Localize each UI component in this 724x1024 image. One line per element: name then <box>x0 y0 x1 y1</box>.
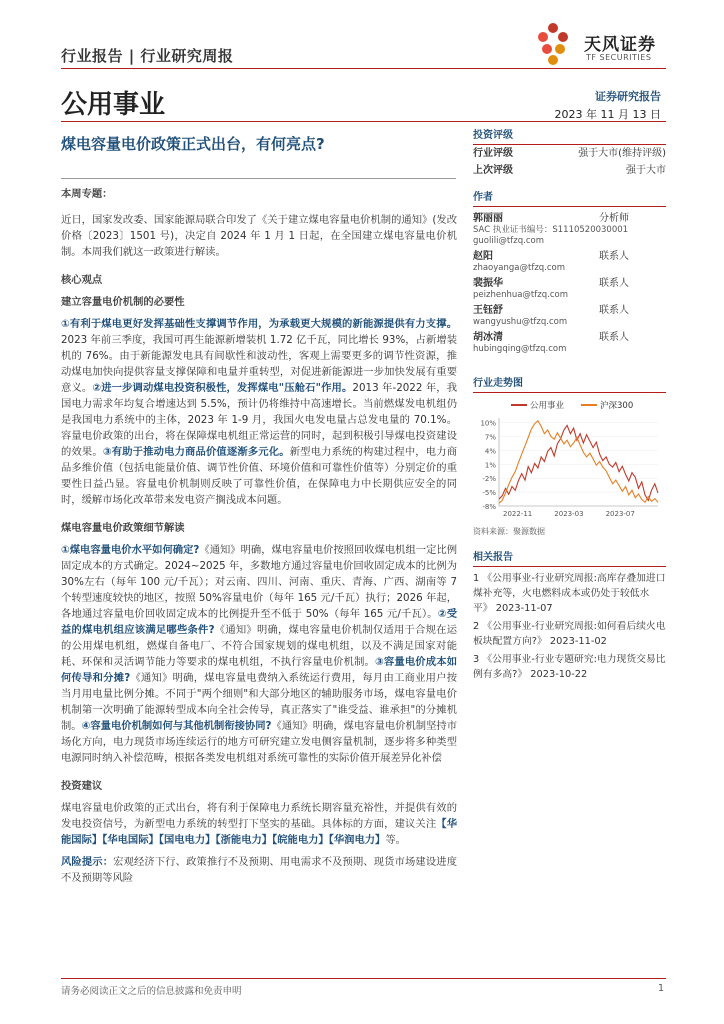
details-text-1: 《通知》明确，煤电容量电价按照回收煤电机组一定比例固定成本的方式确定。2024~2025 年，多数地方通过容量电价回收固定成本的比例为 30%左右（每年 100 元/千瓦）；对云南、四川、河南、重庆、青海、广西、湖南等 7 个转型速度较快的地区，按照 50%容量电价（每年 165 元/千瓦）执行；2026 年起，各地通过容量电价回收固定成本的比例提升至不低于 50%（每年 165 元/千瓦）。 <box>61 544 458 620</box>
trend-chart <box>473 396 666 522</box>
y-tick-label: 7% <box>484 433 496 442</box>
trend-block <box>473 374 666 537</box>
necessity-paragraph <box>61 316 457 508</box>
x-tick-label: 2023-07 <box>605 510 635 518</box>
title-divider <box>61 178 456 179</box>
invest-text-1: 煤电容量电价政策的正式出台，将有利于保障电力系统长期容量充裕性，并提供有效的发电投资信号，为新型电力系统的转型打下坚实的基础。具体标的方面，建议关注 <box>61 802 457 830</box>
report-type: 证券研究报告 <box>595 90 661 103</box>
authors-block <box>473 188 666 355</box>
footer-divider <box>61 978 666 979</box>
page-number: 1 <box>657 983 664 994</box>
y-tick-label: -5% <box>482 489 496 498</box>
report-category: 行业报告 | 行业研究周报 <box>61 47 234 65</box>
core-heading: 核心观点 <box>61 274 103 286</box>
author-email: wangyushu@tfzq.com <box>473 317 568 327</box>
risk-text: 宏观经济下行、政策推行不及预期、用电需求不及预期、现货市场建设进度不及预期等风险 <box>61 856 458 884</box>
x-tick-label: 2023-03 <box>554 510 584 518</box>
author-cert: SAC 执业证书编号：S1110520030001 <box>473 225 629 235</box>
y-tick-label: -2% <box>482 475 496 484</box>
topic-heading: 本周专题： <box>61 188 113 200</box>
rating-row <box>473 162 666 179</box>
author-name: 胡冰清 <box>473 332 503 343</box>
details-paragraph <box>61 542 457 766</box>
authors-heading: 作者 <box>473 188 666 207</box>
details-text-2: 《通知》明确，煤电容量电价机制仅适用于合规在运的公用煤电机组，燃煤自备电厂、不符合国家规划的煤电机组，以及不满足国家对能耗、环保和灵活调节能力等要求的煤电机组，不执行容量电价机制。 <box>61 624 457 668</box>
header-divider-2 <box>61 121 666 122</box>
author-name: 裴振华 <box>473 278 503 289</box>
details-point-3: ③容量电价成本如何传导和分摊? <box>61 656 458 684</box>
legend-label: 沪深300 <box>600 401 634 411</box>
author-email: zhaoyanga@tfzq.com <box>473 263 566 273</box>
rating-block <box>473 126 666 179</box>
y-tick-label: 1% <box>484 461 496 470</box>
author-role: 分析师 <box>599 213 629 224</box>
trend-heading: 行业走势图 <box>473 374 666 393</box>
rating-value: 强于大市 <box>626 165 666 176</box>
author-entry <box>473 304 666 328</box>
logo-en-text: TF SECURITIES <box>586 53 652 62</box>
necessity-text-3: 新型电力系统的构建过程中，电力商品多维价值（包括电能量价值、调节性价值、环境价值和可靠性价值等）分别定价的重要性日益凸显。容量电价机制则反映了可靠性价值，在保障电力中长期供应安全的同时，缓解市场化改革带来发电资产搁浅成本问题。 <box>61 446 458 506</box>
invest-stocks: 【华能国际】【华电国际】【国电电力】【浙能电力】【皖能电力】【华润电力】 <box>61 818 458 846</box>
author-name: 赵阳 <box>473 251 493 262</box>
rating-heading: 投资评级 <box>473 126 666 145</box>
chart-source: 资料来源：聚源数据 <box>473 527 545 536</box>
author-name: 郭丽丽 <box>473 213 503 224</box>
risk-paragraph <box>61 854 457 886</box>
details-point-1: ①煤电容量电价水平如何确定? <box>61 544 200 556</box>
x-tick-label: 2022-11 <box>503 510 533 518</box>
author-role: 联系人 <box>599 332 629 343</box>
invest-text-2: 等。 <box>385 834 406 846</box>
rating-value: 强于大市(维持评级) <box>578 148 666 159</box>
report-date: 2023 年 11 月 13 日 <box>554 108 661 121</box>
author-entry <box>473 331 666 355</box>
necessity-heading: 建立容量电价机制的必要性 <box>61 296 185 308</box>
related-heading: 相关报告 <box>473 548 666 567</box>
author-role: 联系人 <box>599 305 629 316</box>
details-point-4: ④容量电价机制如何与其他机制衔接协同? <box>81 720 272 732</box>
author-email: peizhenhua@tfzq.com <box>473 290 568 300</box>
tf-logo-icon <box>533 20 581 66</box>
y-tick-label: 10% <box>480 419 496 428</box>
author-role: 联系人 <box>599 251 629 262</box>
y-tick-label: -8% <box>482 503 496 511</box>
main-content <box>61 186 457 888</box>
author-email: guolili@tfzq.com <box>473 236 544 246</box>
details-heading: 煤电容量电价政策细节解读 <box>61 522 185 534</box>
related-block <box>473 548 666 685</box>
invest-heading: 投资建议 <box>61 780 103 792</box>
details-point-2: ②受益的煤电机组应该满足哪些条件? <box>61 608 458 636</box>
series-line <box>499 421 658 503</box>
details-text-4: 《通知》明确，煤电容量电价机制坚持市场化方向，电力现货市场连续运行的地方可研究建立发电侧容量机制，逐步将多种类型电源同时纳入补偿范畴，根据各类发电机组对系统可靠性的实际价值开展差异化补偿 <box>61 720 458 764</box>
necessity-text-2: 2013 年-2022 年，我国电力需求年均复合增速达到 5.5%，预计仍将维持中高速增长。当前燃煤发电机组仍是我国电力系统中的主体，2023 年 1-9 月，我国火电发电量占总发电量的 70.1%。容量电价政策的出台，将在保障煤电机组正常运营的同时，起到积极引导煤电投资建设的效果。 <box>61 382 458 458</box>
related-report-link[interactable]: 2 《公用事业-行业研究周报:如何看后续火电板块配置方向?》 2023-11-02 <box>473 621 666 647</box>
risk-label: 风险提示： <box>61 856 114 868</box>
legend-label: 公用事业 <box>530 401 565 411</box>
sector-title: 公用事业 <box>61 90 166 120</box>
rating-key: 行业评级 <box>473 148 513 159</box>
author-entry <box>473 250 666 274</box>
author-name: 王钰舒 <box>473 305 503 316</box>
topic-text: 近日，国家发改委、国家能源局联合印发了《关于建立煤电容量电价机制的通知》(发改价格〔2023〕1501 号)，决定自 2024 年 1 月 1 日起，在全国建立煤电容量电价机制。本周我们就这一政策进行解读。 <box>61 214 457 258</box>
rating-key: 上次评级 <box>473 165 513 176</box>
invest-paragraph <box>61 800 457 848</box>
rating-row <box>473 145 666 162</box>
related-report-link[interactable]: 3 《公用事业-行业专题研究:电力现货交易比例有多高?》 2023-10-22 <box>473 654 666 680</box>
logo-text: 天风证券 <box>584 35 656 55</box>
y-tick-label: 4% <box>484 447 496 456</box>
necessity-point-2: ②进一步调动煤电投资积极性，发挥煤电"压舱石"作用。 <box>92 382 353 394</box>
author-email: hubingqing@tfzq.com <box>473 344 567 354</box>
necessity-point-3: ③有助于推动电力商品价值逐渐多元化。 <box>102 446 290 458</box>
author-entry <box>473 277 666 301</box>
necessity-text-1: 2023 年前三季度，我国可再生能源新增装机 1.72 亿千瓦，同比增长 93%，占新增装机的 76%。由于新能源发电具有间歇性和波动性，客观上需要更多的调节性资源，推动煤电加快向提供容量支撑保障和电量并重转型，对促进新能源进一步加快发展有重要意义。 <box>61 334 457 394</box>
related-report-link[interactable]: 1 《公用事业-行业研究周报:高库存叠加进口煤补充等，火电燃料成本或仍处于较低水平》 2023-11-07 <box>473 573 666 614</box>
header-divider <box>61 68 666 69</box>
report-title: 煤电容量电价政策正式出台，有何亮点? <box>61 135 325 153</box>
details-text-3: 《通知》明确，煤电容量电费纳入系统运行费用，每月由工商业用户按当月用电量比例分摊。不同于"两个细则"和大部分地区的辅助服务市场，煤电容量电价机制第一次明确了能源转型成本向全社会传导，真正落实了"谁受益、谁承担"的分摊机制。 <box>61 672 457 732</box>
author-role: 联系人 <box>599 278 629 289</box>
author-entry <box>473 212 666 247</box>
footer-notice: 请务必阅读正文之后的信息披露和免责申明 <box>61 986 242 997</box>
necessity-point-1: ①有利于煤电更好发挥基础性支撑调节作用，为承载更大规模的新能源提供有力支撑。 <box>61 318 457 330</box>
